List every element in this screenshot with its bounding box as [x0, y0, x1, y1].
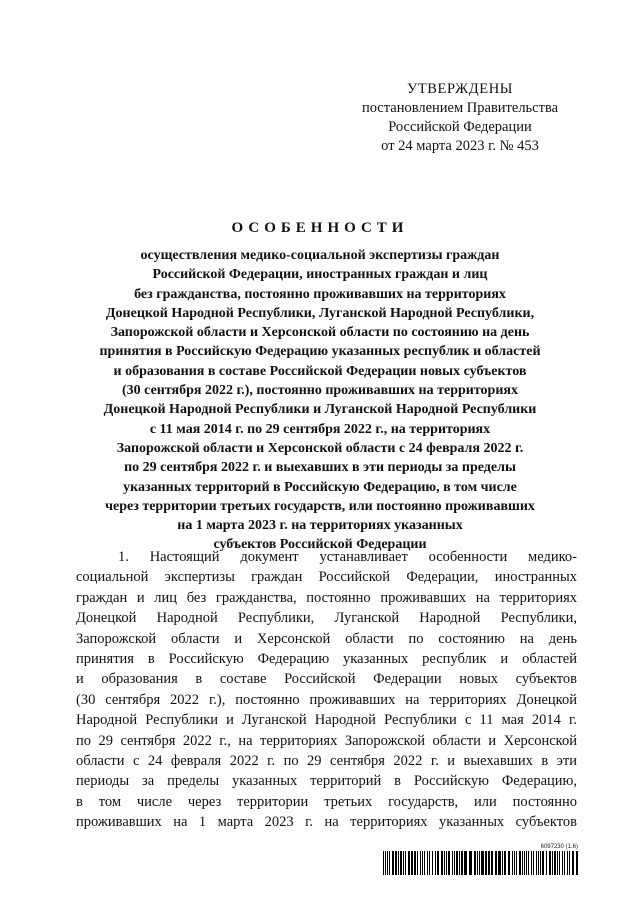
subtitle-line: без гражданства, постоянно проживавших на территориях [134, 286, 506, 302]
paragraph-line: Запорожской области и Херсонской области по состоянию на день [76, 630, 577, 647]
paragraph-1 [76, 547, 577, 833]
subtitle-line: осуществления медико-социальной экспертизы граждан [140, 248, 500, 263]
approval-heading: УТВЕРЖДЕНЫ [406, 81, 514, 97]
paragraph-line: по 29 сентября 2022 г., на территориях Запорожской области и Херсонской [76, 732, 577, 749]
approval-line-1: постановлением Правительства [361, 100, 559, 116]
subtitle-line: указанных территорий в Российскую Федерацию, в том числе [123, 479, 517, 495]
subtitle-line: Донецкой Народной Республики и Луганской Народной Республики [103, 402, 537, 418]
subtitle-line: и образования в составе Российской Федерации новых субъектов [113, 363, 527, 379]
subtitle-line: (30 сентября 2022 г.), постоянно проживавших на территориях [122, 383, 518, 399]
approval-line-3: от 24 марта 2023 г. № 453 [381, 138, 539, 154]
subtitle-line: Донецкой Народной Республики, Луганской Народной Республики, [105, 305, 535, 321]
paragraph-line: Донецкой Народной Республики, Луганской Народной Республики, [76, 610, 577, 627]
paragraph-line: Народной Республики и Луганской Народной Республики с 11 мая 2014 г. [76, 712, 577, 729]
paragraph-line: социальной экспертизы граждан Российской Федерации, иностранных [76, 569, 577, 586]
subtitle-line: на 1 марта 2023 г. на территориях указанных [177, 518, 463, 534]
paragraph-line: (30 сентября 2022 г.), постоянно проживавших на территориях Донецкой [76, 691, 577, 708]
subtitle-line: принятия в Российскую Федерацию указанных республик и областей [99, 344, 541, 360]
subtitle-line: Запорожской области и Херсонской области по состоянию на день [110, 325, 530, 341]
paragraph-line: в том числе через территории третьих государств, или постоянно [76, 793, 577, 810]
paragraph-line: проживавших на 1 марта 2023 г. на территориях указанных субъектов [76, 814, 577, 831]
subtitle-line: субъектов Российской Федерации [213, 537, 427, 553]
barcode-icon [383, 851, 580, 875]
document-subtitle [60, 246, 580, 555]
subtitle-line: по 29 сентября 2022 г. и выехавших в эти периоды за пределы [124, 460, 516, 476]
paragraph-line: принятия в Российскую Федерацию указанных республик и областей [76, 651, 577, 668]
paragraph-line: и образования в составе Российской Федерации новых субъектов [76, 671, 577, 688]
approval-line-2: Российской Федерации [388, 119, 532, 135]
subtitle-line: через территории третьих государств, или постоянно проживавших [105, 498, 535, 514]
paragraph-line: периоды за пределы указанных территорий в Российскую Федерацию, [76, 773, 577, 790]
document-title: ОСОБЕННОСТИ [231, 220, 409, 236]
paragraph-line: граждан и лиц без гражданства, постоянно проживавших на территориях [76, 589, 577, 606]
approval-block [340, 80, 580, 156]
document-barcode [383, 844, 580, 875]
subtitle-line: Российской Федерации, иностранных граждан и лиц [152, 267, 488, 283]
paragraph-line: области с 24 февраля 2022 г. по 29 сентября 2022 г. и выехавших в эти [76, 753, 577, 770]
subtitle-line: с 11 мая 2014 г. по 29 сентября 2022 г., на территориях [149, 421, 491, 437]
paragraph-line: 1. Настоящий документ устанавливает особенности медико- [118, 549, 577, 565]
subtitle-line: Запорожской области и Херсонской области с 24 февраля 2022 г. [116, 440, 524, 456]
barcode-code: 6097230 (1.6) [540, 844, 578, 850]
